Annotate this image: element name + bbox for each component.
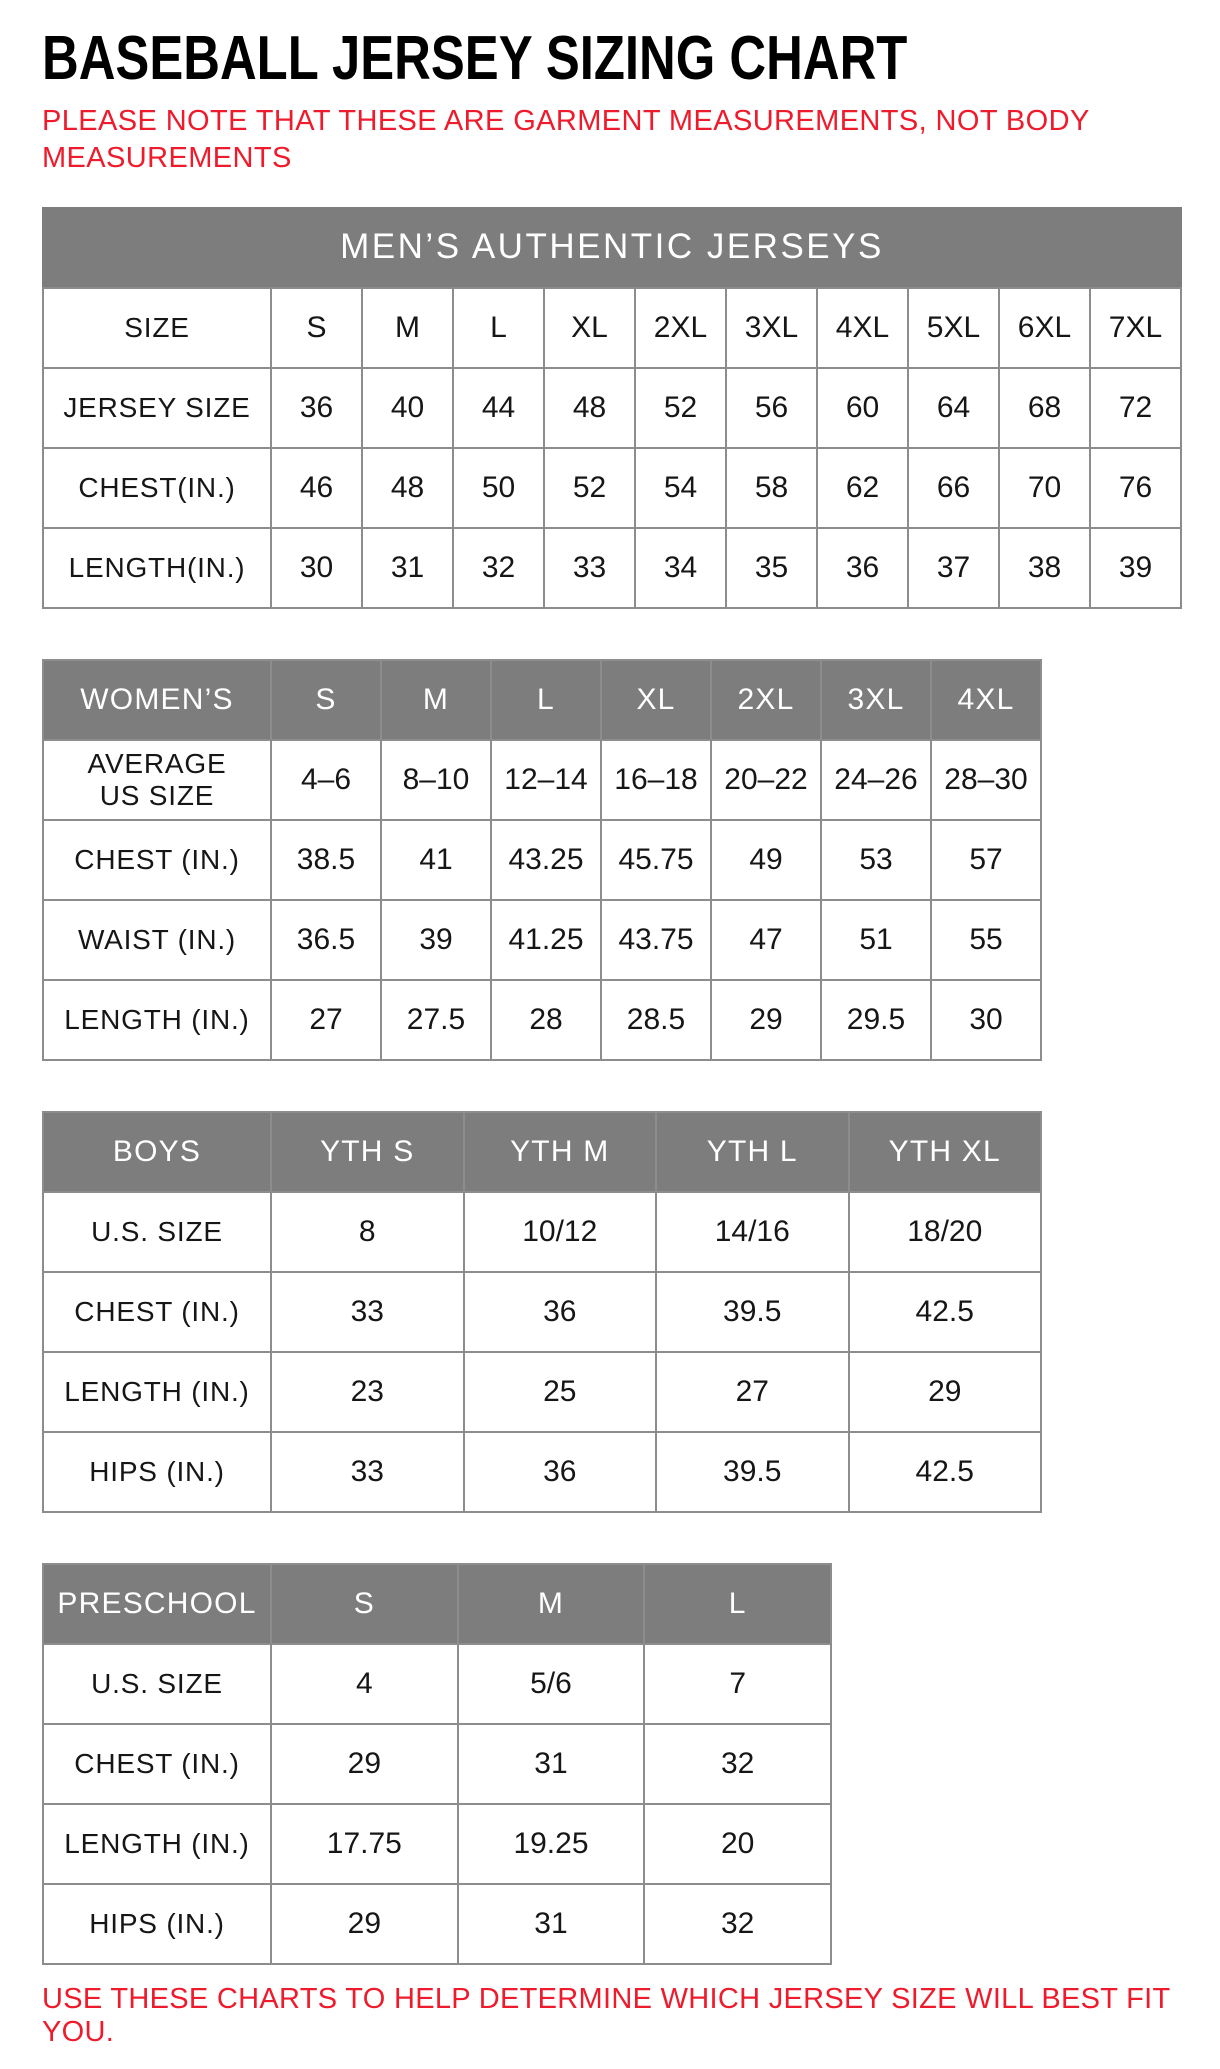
table-row [43,1432,1041,1512]
row-label: LENGTH (IN.) [43,1804,271,1884]
size-value-cell: 17.75 [271,1804,458,1884]
table-row [43,1804,831,1884]
size-value-cell: 33 [271,1272,464,1352]
size-value-cell: 70 [999,448,1090,528]
size-column-header: YTH XL [849,1112,1042,1192]
size-value-cell: 39 [381,900,491,980]
size-value-cell: 6XL [999,288,1090,368]
womens-jerseys-section [42,659,1190,1061]
size-value-cell: 42.5 [849,1272,1042,1352]
row-label: LENGTH (IN.) [43,980,271,1060]
size-value-cell: 31 [362,528,453,608]
size-value-cell: 20 [644,1804,831,1884]
size-value-cell: 48 [544,368,635,448]
size-value-cell: 44 [453,368,544,448]
size-value-cell: 33 [271,1432,464,1512]
size-value-cell: 66 [908,448,999,528]
table-row [43,528,1181,608]
size-value-cell: S [271,288,362,368]
boys-jerseys-section [42,1111,1190,1513]
row-label: AVERAGE US SIZE [43,740,271,820]
size-value-cell: 58 [726,448,817,528]
size-value-cell: 24–26 [821,740,931,820]
table-row [43,288,1181,368]
boys-size-table [42,1111,1042,1513]
size-value-cell: 53 [821,820,931,900]
size-value-cell: 7 [644,1644,831,1724]
size-value-cell: 36 [271,368,362,448]
size-value-cell: 38 [999,528,1090,608]
size-value-cell: 72 [1090,368,1181,448]
row-label: HIPS (IN.) [43,1432,271,1512]
size-value-cell: 28–30 [931,740,1041,820]
preschool-jerseys-section [42,1563,1190,1965]
table-header-row [43,1564,831,1644]
size-value-cell: 19.25 [458,1804,645,1884]
row-label: WAIST (IN.) [43,900,271,980]
size-value-cell: 49 [711,820,821,900]
size-column-header: M [458,1564,645,1644]
size-value-cell: 29 [271,1884,458,1964]
size-column-header: S [271,1564,458,1644]
row-label: CHEST (IN.) [43,1272,271,1352]
size-value-cell: 29 [711,980,821,1060]
size-value-cell: 16–18 [601,740,711,820]
table-row [43,368,1181,448]
mens-authentic-jerseys-section [42,207,1190,609]
row-label: U.S. SIZE [43,1644,271,1724]
size-value-cell: 29 [271,1724,458,1804]
size-value-cell: 68 [999,368,1090,448]
table-row [43,1192,1041,1272]
size-value-cell: 23 [271,1352,464,1432]
table-row [43,1884,831,1964]
size-column-header: XL [601,660,711,740]
size-value-cell: XL [544,288,635,368]
size-value-cell: 3XL [726,288,817,368]
size-value-cell: 42.5 [849,1432,1042,1512]
size-value-cell: 52 [544,448,635,528]
size-value-cell: 36 [464,1432,657,1512]
size-value-cell: 43.25 [491,820,601,900]
size-value-cell: 33 [544,528,635,608]
table-row [43,1352,1041,1432]
row-label: CHEST (IN.) [43,820,271,900]
size-value-cell: 50 [453,448,544,528]
table-name-cell: WOMEN’S [43,660,271,740]
table-row [43,900,1041,980]
size-value-cell: 4 [271,1644,458,1724]
row-label: SIZE [43,288,271,368]
table-row [43,1724,831,1804]
size-value-cell: 41.25 [491,900,601,980]
table-row [43,980,1041,1060]
size-value-cell: 48 [362,448,453,528]
garment-measurements-note: PLEASE NOTE THAT THESE ARE GARMENT MEASUREMENTS, NOT BODY MEASUREMENTS [42,105,1090,175]
size-value-cell: 32 [644,1724,831,1804]
size-column-header: S [271,660,381,740]
fit-advice-note: USE THESE CHARTS TO HELP DETERMINE WHICH JERSEY SIZE WILL BEST FIT YOU. [42,1983,1170,2049]
size-value-cell: 28.5 [601,980,711,1060]
size-value-cell: 36 [817,528,908,608]
size-value-cell: 25 [464,1352,657,1432]
row-label: JERSEY SIZE [43,368,271,448]
mens-table-title: MEN’S AUTHENTIC JERSEYS [42,207,1182,287]
size-value-cell: 51 [821,900,931,980]
size-column-header: YTH M [464,1112,657,1192]
size-value-cell: 29 [849,1352,1042,1432]
size-value-cell: 57 [931,820,1041,900]
row-label: HIPS (IN.) [43,1884,271,1964]
size-value-cell: 5XL [908,288,999,368]
size-value-cell: 43.75 [601,900,711,980]
womens-size-table [42,659,1042,1061]
table-row [43,1272,1041,1352]
size-value-cell: 2XL [635,288,726,368]
size-value-cell: 38.5 [271,820,381,900]
size-value-cell: 7XL [1090,288,1181,368]
size-value-cell: M [362,288,453,368]
size-value-cell: 27 [656,1352,849,1432]
table-row [43,820,1041,900]
size-column-header: YTH L [656,1112,849,1192]
size-value-cell: 62 [817,448,908,528]
size-value-cell: 39 [1090,528,1181,608]
size-value-cell: 39.5 [656,1272,849,1352]
size-value-cell: 30 [931,980,1041,1060]
size-value-cell: 32 [453,528,544,608]
size-value-cell: 46 [271,448,362,528]
size-value-cell: 5/6 [458,1644,645,1724]
size-value-cell: 31 [458,1884,645,1964]
size-value-cell: 55 [931,900,1041,980]
table-header-row [43,1112,1041,1192]
page-title: BASEBALL JERSEY SIZING CHART [42,24,908,93]
size-value-cell: 36 [464,1272,657,1352]
size-value-cell: 64 [908,368,999,448]
size-value-cell: 4–6 [271,740,381,820]
table-row [43,1644,831,1724]
size-value-cell: 35 [726,528,817,608]
size-value-cell: 34 [635,528,726,608]
size-value-cell: 32 [644,1884,831,1964]
size-column-header: L [491,660,601,740]
size-value-cell: 36.5 [271,900,381,980]
table-row [43,740,1041,820]
size-value-cell: 28 [491,980,601,1060]
table-row [43,448,1181,528]
size-value-cell: 47 [711,900,821,980]
size-value-cell: 45.75 [601,820,711,900]
row-label: LENGTH (IN.) [43,1352,271,1432]
size-column-header: 2XL [711,660,821,740]
size-value-cell: 27.5 [381,980,491,1060]
size-value-cell: 8 [271,1192,464,1272]
size-value-cell: 41 [381,820,491,900]
size-value-cell: 39.5 [656,1432,849,1512]
size-value-cell: 60 [817,368,908,448]
size-value-cell: 31 [458,1724,645,1804]
size-column-header: L [644,1564,831,1644]
preschool-size-table [42,1563,832,1965]
size-value-cell: 56 [726,368,817,448]
size-value-cell: 40 [362,368,453,448]
row-label: CHEST (IN.) [43,1724,271,1804]
size-value-cell: 18/20 [849,1192,1042,1272]
table-name-cell: PRESCHOOL [43,1564,271,1644]
table-name-cell: BOYS [43,1112,271,1192]
size-value-cell: 8–10 [381,740,491,820]
size-value-cell: 54 [635,448,726,528]
size-value-cell: 29.5 [821,980,931,1060]
row-label: CHEST(IN.) [43,448,271,528]
size-column-header: 4XL [931,660,1041,740]
mens-size-table [42,287,1182,609]
size-value-cell: 4XL [817,288,908,368]
row-label: U.S. SIZE [43,1192,271,1272]
table-header-row [43,660,1041,740]
size-value-cell: 12–14 [491,740,601,820]
size-value-cell: 27 [271,980,381,1060]
size-value-cell: 14/16 [656,1192,849,1272]
size-value-cell: 10/12 [464,1192,657,1272]
size-column-header: YTH S [271,1112,464,1192]
size-value-cell: L [453,288,544,368]
size-value-cell: 20–22 [711,740,821,820]
size-value-cell: 52 [635,368,726,448]
row-label: LENGTH(IN.) [43,528,271,608]
size-column-header: 3XL [821,660,931,740]
size-column-header: M [381,660,491,740]
size-value-cell: 76 [1090,448,1181,528]
size-value-cell: 37 [908,528,999,608]
size-value-cell: 30 [271,528,362,608]
